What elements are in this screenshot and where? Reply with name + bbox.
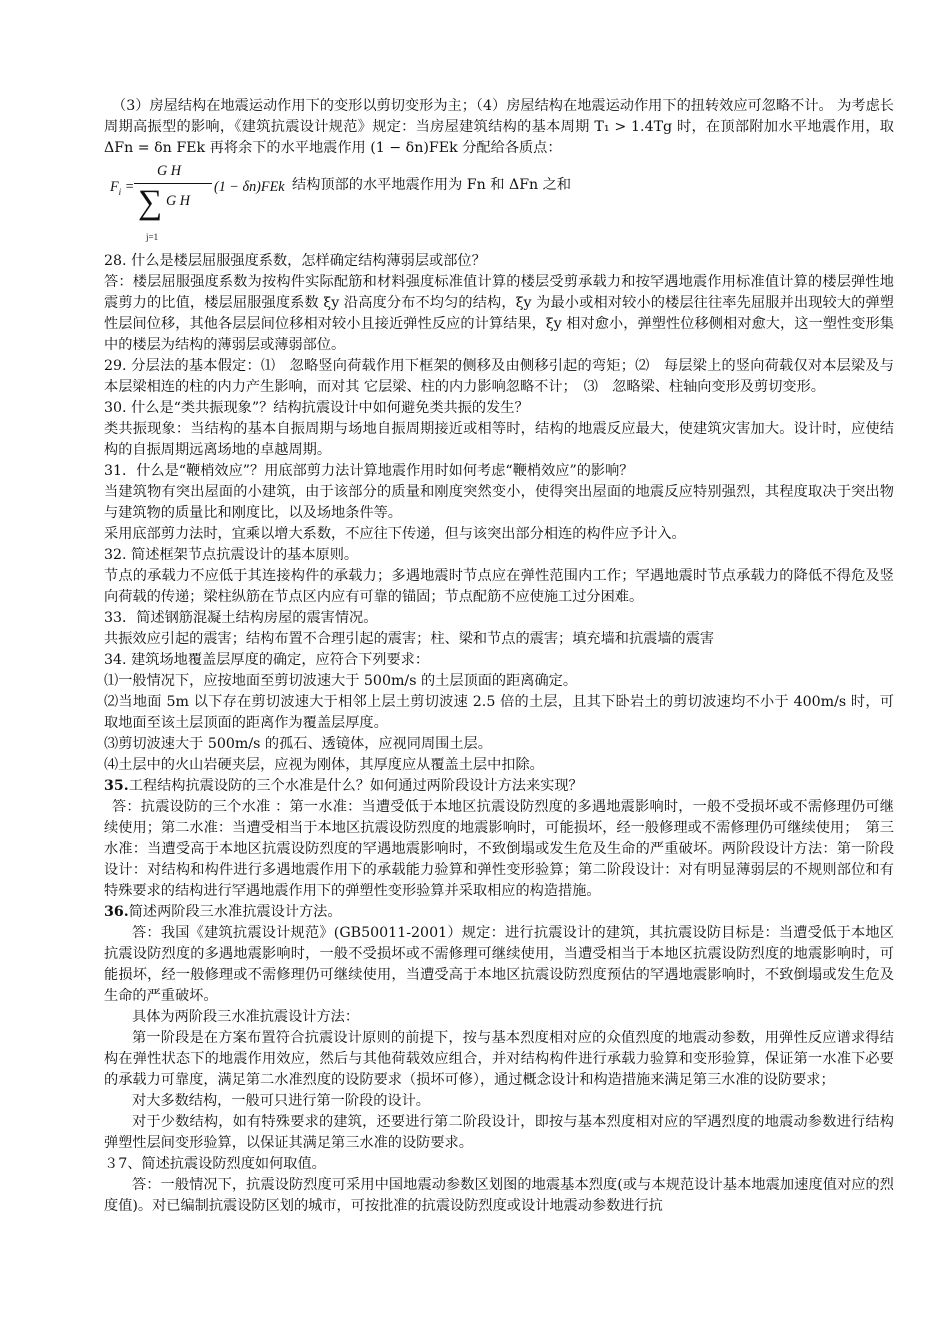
question-32: 32. 简述框架节点抗震设计的基本原则。 [104,547,359,563]
answer-35: 答：抗震设防的三个水准 ：第一水准：当遭受低于本地区抗震设防烈度的多遇地震影响时，一般不受损坏或不需修理仍可继续使用；第二水准：当遭受相当于本地区抗震设防烈度的地震影响时，可能损坏，经一般修理或不需修理仍可继续使用； 第三水准：当遭受高于本地区抗震设防烈度的罕遇地震影响时，不致倒塌或发生危及生命的严重破坏。两阶段设计方法：第一阶段设计：对结构和构件进行多遇地震作用下的承载能力验算和弹性变形验算；第二阶段设计：对有明显薄弱层的不规则部位和有特殊要求的结构进行罕遇地震作用下的弹塑性变形验算并采取相应的构造措施。 [104,799,894,899]
force-distribution-formula [104,161,894,247]
question-33: 33．简述钢筋混凝土结构房屋的震害情况。 [104,610,378,626]
question-35-text: 工程结构抗震设防的三个水准是什么？如何通过两阶段设计方法来实现？ [128,778,583,794]
answer-36-p3: 第一阶段是在方案布置符合抗震设计原则的前提下，按与基本烈度相对应的众值烈度的地震动参数，用弹性反应谱求得结构在弹性状态下的地震作用效应，然后与其他荷载效应组合，并对结构构件进行承载力验算和变形验算，保证第一水准下必要的承载力可靠度，满足第二水准烈度的设防要求（损坏可修），通过概念设计和构造措施来满足第三水准的设防要求； [104,1030,894,1088]
answer-33: 共振效应引起的震害；结构布置不合理引起的震害；柱、梁和节点的震害；填充墙和抗震墙的震害 [104,631,715,647]
question-31: 31．什么是“鞭梢效应”？用底部剪力法计算地震作用时如何考虑“鞭梢效应”的影响？ [104,463,634,479]
answer-36-p4: 对大多数结构，一般可只进行第一阶段的设计。 [132,1093,430,1109]
question-34: 34. 建筑场地覆盖层厚度的确定，应符合下列要求： [104,652,430,668]
sigma-symbol: ∑ [138,184,163,221]
question-37: ３7、简述抗震设防烈度如何取值。 [104,1156,326,1172]
answer-32: 节点的承载力不应低于其连接构件的承载力；多遇地震时节点应在弹性范围内工作；罕遇地震时节点承载力的降低不得危及竖向荷载的传递；梁柱纵筋在节点区内应有可靠的锚固；节点配筋不应使施工过分困难。 [104,568,894,605]
answer-37: 答：一般情况下，抗震设防烈度可采用中国地震动参数区划图的地震基本烈度(或与本规范设计基本地震加速度值对应的烈度值)。对已编制抗震设防区划的城市，可按批准的抗震设防烈度或设计地震动参数进行抗 [104,1177,894,1214]
question-36-number: 36. [104,904,129,920]
formula-lhs: $F_i$ = [110,179,135,197]
answer-36-p1: 答：我国《建筑抗震设计规范》(GB50011-2001）规定：进行抗震设计的建筑，其抗震设防目标是：当遭受低于本地区抗震设防烈度的多遇地震影响时，一般不受损坏或不需修理可继续使用，当遭受相当于本地区抗震设防烈度的地震影响时，可能损坏，经一般修理或不需修理仍可继续使用，当遭受高于本地区抗震设防烈度预估的罕遇地震影响时，不致倒塌或发生危及生命的严重破坏。 [104,925,894,1004]
formula-remainder: (1 − δn)FEk [214,179,285,195]
question-35-number: 35. [104,778,129,794]
answer-34-item-1: ⑴一般情况下，应按地面至剪切波速大于 500m/s 的土层顶面的距离确定。 [104,673,578,689]
question-28: 28. 什么是楼层屈服强度系数，怎样确定结构薄弱层或部位？ [104,253,486,269]
question-35 [104,776,894,797]
question-36-text: 简述两阶段三水准抗震设计方法。 [128,904,342,920]
question-36 [104,902,894,923]
formula-explanation: 结构顶部的水平地震作用为 Fn 和 ΔFn 之和 [292,177,572,193]
question-29: 29. 分层法的基本假定：⑴ 忽略竖向荷载作用下框架的侧移及由侧移引起的弯矩；⑵ 每层梁上的竖向荷载仅对本层梁及与本层梁相连的柱的内力产生影响，而对其 它层梁、柱的内力影响忽略不计； ⑶ 忽略梁、柱轴向变形及剪切变形。 [104,358,894,395]
answer-36-p2: 具体为两阶段三水准抗震设计方法： [132,1009,360,1025]
answer-30: 类共振现象：当结构的基本自振周期与场地自振周期接近或相等时，结构的地震反应最大，使建筑灾害加大。设计时，应使结构的自振周期远离场地的卓越周期。 [104,421,894,458]
answer-34-item-4: ⑷土层中的火山岩硬夹层，应视为刚体，其厚度应从覆盖土层中扣除。 [104,757,544,773]
formula-denominator: G H [166,193,191,209]
answer-34-item-3: ⑶剪切波速大于 500m/s 的孤石、透镜体，应视同周围土层。 [104,736,492,752]
document-page [104,96,894,1217]
answer-36-p5: 对于少数结构，如有特殊要求的建筑，还要进行第二阶段设计，即按与基本烈度相对应的罕遇烈度的地震动参数进行结构弹塑性层间变形验算，以保证其满足第三水准的设防要求。 [104,1114,894,1151]
question-30: 30. 什么是“类共振现象”？结构抗震设计中如何避免类共振的发生？ [104,400,529,416]
intro-paragraph: （3）房屋结构在地震运动作用下的变形以剪切变形为主；（4）房屋结构在地震运动作用下的扭转效应可忽略不计。 为考虑长周期高振型的影响，《建筑抗震设计规范》规定：当房屋建筑结构的基本周期 T₁ > 1.4Tg 时，在顶部附加水平地震作用，取 ΔFn = δn FEk 再将余下的水平地震作用 (1 − δn)FEk 分配给各质点： [104,98,894,156]
answer-31-b: 采用底部剪力法时，宜乘以增大系数，不应往下传递，但与该突出部分相连的构件应予计入。 [104,526,686,542]
sum-lower-limit: j=1 [146,232,159,242]
answer-34-item-2: ⑵当地面 5m 以下存在剪切波速大于相邻上层土剪切波速 2.5 倍的土层，且其下卧岩土的剪切波速均不小于 400m/s 时，可取地面至该土层顶面的距离作为覆盖层厚度。 [104,694,894,731]
formula-numerator: G H [156,163,182,179]
answer-31-a: 当建筑物有突出屋面的小建筑，由于该部分的质量和刚度突然变小，使得突出屋面的地震反应特别强烈，其程度取决于突出物与建筑物的质量比和刚度比，以及场地条件等。 [104,484,894,521]
answer-28: 答：楼层屈服强度系数为按构件实际配筋和材料强度标准值计算的楼层受剪承载力和按罕遇地震作用标准值计算的楼层弹性地震剪力的比值，楼层屈服强度系数 ξy 沿高度分布不均匀的结构，ξy 为最小或相对较小的楼层往往率先屈服并出现较大的弹塑性层间位移，其他各层层间位移相对较小且接近弹性反应的计算结果，ξy 相对愈小，弹塑性位移侧相对愈大，这一塑性变形集中的楼层为结构的薄弱层或薄弱部位。 [104,274,894,353]
